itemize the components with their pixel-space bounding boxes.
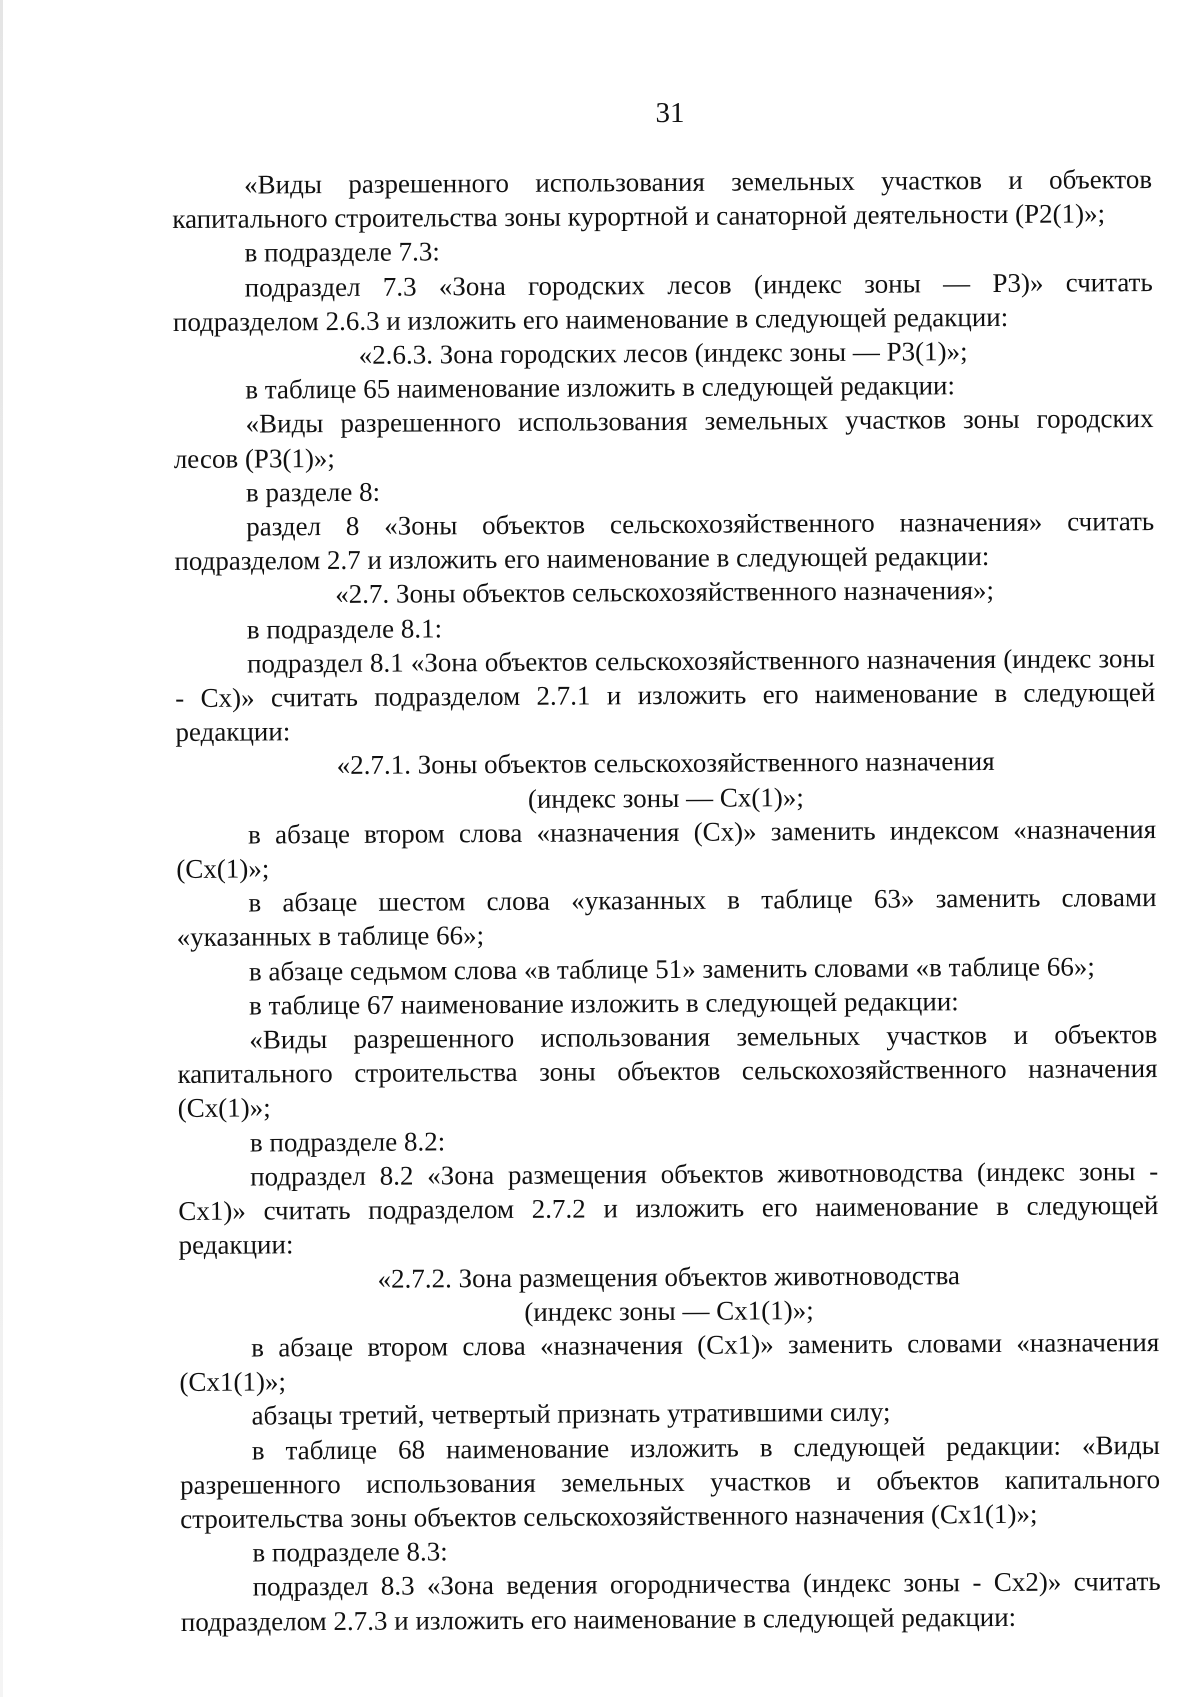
paragraph: абзацы третий, четвертый признать утратившими силу; bbox=[251, 1396, 891, 1431]
paragraph: подраздел 8.1 «Зона объектов сельскохозяйственного назначения (индекс зоны - Сх)» считать подразделом 2.7.1 и изложить его наименование в следующей редакции: bbox=[175, 642, 1156, 748]
paragraph: «Виды разрешенного использования земельных участков и объектов капитального строительства зоны объектов сельскохозяйственного назначения (Сх(1)»; bbox=[177, 1019, 1158, 1124]
scan-edge bbox=[0, 0, 3, 1697]
paragraph: в таблице 68 наименование изложить в следующей редакции: «Виды разрешенного использования земельных участков и объектов капитального строительства зоны объектов сельскохозяйственного назначения (Сх1(1)»; bbox=[179, 1429, 1161, 1534]
paragraph: раздел 8 «Зоны объектов сельскохозяйственного назначения» считать подразделом 2.7 и изложить его наименование в следующей редакции: bbox=[174, 506, 1155, 577]
paragraph: в таблице 65 наименование изложить в следующей редакции: bbox=[245, 370, 956, 405]
paragraph: в таблице 67 наименование изложить в следующей редакции: bbox=[249, 986, 959, 1021]
paragraph: подраздел 8.2 «Зона размещения объектов животноводства (индекс зоны - Сх1)» считать подразделом 2.7.2 и изложить его наименование в следующей редакции: bbox=[178, 1155, 1159, 1261]
page-number: 31 bbox=[655, 97, 685, 129]
centered-heading: (индекс зоны — Сх1(1)»; bbox=[524, 1294, 814, 1327]
centered-heading: (индекс зоны — Сх(1)»; bbox=[527, 781, 804, 814]
paragraph: подраздел 8.3 «Зона ведения огородничества (индекс зоны - Сх2)» считать подразделом 2.7.3 и изложить его наименование в следующей редакции: bbox=[180, 1566, 1161, 1637]
centered-heading: «2.7.2. Зона размещения объектов животноводства bbox=[377, 1259, 961, 1294]
paragraph: в подразделе 8.2: bbox=[249, 1126, 446, 1158]
paragraph: «Виды разрешенного использования земельных участков и объектов капитального строительства зоны курортной и санаторной деятельности (Р2(1)»; bbox=[172, 164, 1153, 235]
paragraph: в абзаце втором слова «назначения (Сх)» заменить индексом «назначения (Сх(1)»; bbox=[176, 813, 1157, 885]
document-body bbox=[172, 162, 1161, 1639]
paragraph: в разделе 8: bbox=[245, 476, 381, 508]
paragraph: в подразделе 7.3: bbox=[244, 236, 440, 268]
centered-heading: «2.6.3. Зона городских лесов (индекс зоны — Р3(1)»; bbox=[358, 336, 968, 370]
paragraph: подраздел 7.3 «Зона городских лесов (индекс зоны — Р3)» считать подразделом 2.6.3 и изложить его наименование в следующей редакции: bbox=[172, 266, 1153, 337]
paragraph: «Виды разрешенного использования земельных участков зоны городских лесов (Р3(1)»; bbox=[173, 403, 1154, 474]
paragraph: в подразделе 8.3: bbox=[252, 1536, 448, 1568]
paragraph: в абзаце шестом слова «указанных в таблице 63» заменить словами «указанных в таблице 66»; bbox=[176, 882, 1157, 953]
paragraph: в подразделе 8.1: bbox=[246, 612, 443, 645]
centered-heading: «2.7. Зоны объектов сельскохозяйственного назначения»; bbox=[335, 575, 995, 610]
paragraph: в абзаце седьмом слова «в таблице 51» заменить словами «в таблице 66»; bbox=[248, 951, 1095, 987]
centered-heading: «2.7.1. Зоны объектов сельскохозяйственного назначения bbox=[336, 746, 995, 781]
paragraph: в абзаце втором слова «назначения (Сх1)» заменить словами «назначения (Сх1(1)»; bbox=[179, 1326, 1160, 1398]
